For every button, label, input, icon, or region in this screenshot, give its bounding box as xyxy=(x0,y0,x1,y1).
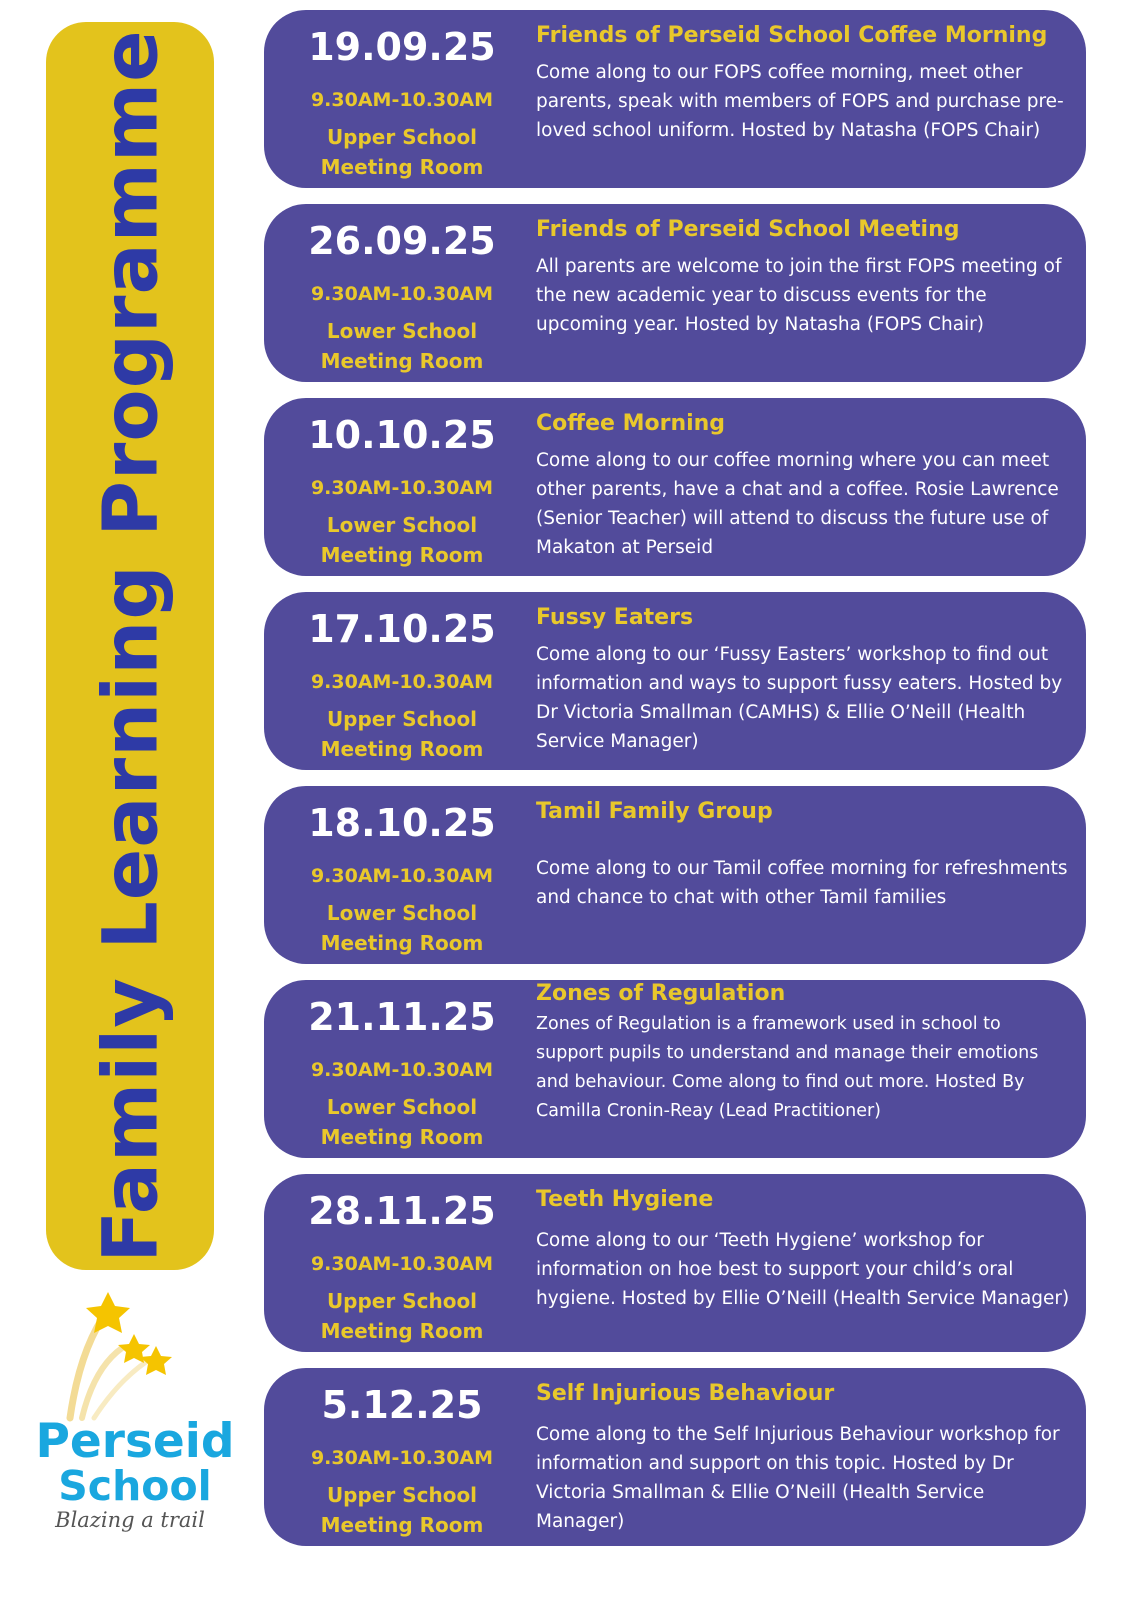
event-description: Come along to our Tamil coffee morning for refreshments and chance to chat with other Tamil families xyxy=(536,858,1068,908)
event-date: 17.10.25 xyxy=(308,607,496,651)
event-date: 28.11.25 xyxy=(308,1189,496,1233)
event-date: 21.11.25 xyxy=(308,995,496,1039)
event-card xyxy=(264,592,1086,770)
school-logo xyxy=(30,1288,240,1558)
logo-tagline: Blazing a trail xyxy=(55,1508,205,1532)
event-venue-line2: Meeting Room xyxy=(320,1319,484,1343)
event-venue-line2: Meeting Room xyxy=(320,543,484,567)
event-description: Come along to our coffee morning where you can meet other parents, have a chat and a coffee. Rosie Lawrence (Senior Teacher) will attend to discuss the future use of Makaton at Perseid xyxy=(536,450,1059,558)
event-time: 9.30AM-10.30AM xyxy=(310,283,494,305)
event-venue-line2: Meeting Room xyxy=(320,1125,484,1149)
event-venue xyxy=(264,122,540,182)
event-description: Come along to our ‘Teeth Hygiene’ workshop for information on hoe best to support your child’s oral hygiene. Hosted by Ellie O’Neill (Health Service Manager) xyxy=(536,1230,1070,1309)
event-time: 9.30AM-10.30AM xyxy=(310,1253,494,1275)
event-time: 9.30AM-10.30AM xyxy=(310,477,494,499)
event-description: Come along to the Self Injurious Behaviour workshop for information and support on this topic. Hosted by Dr Victoria Smallman & Ellie O’Neill (Health Service Manager) xyxy=(536,1424,1060,1532)
event-title: Fussy Eaters xyxy=(536,605,694,630)
event-card xyxy=(264,204,1086,382)
event-venue-line2: Meeting Room xyxy=(320,155,484,179)
event-date: 18.10.25 xyxy=(308,801,496,845)
event-title: Tamil Family Group xyxy=(536,799,773,824)
event-venue xyxy=(264,1480,540,1540)
event-time: 9.30AM-10.30AM xyxy=(310,89,494,111)
event-date: 19.09.25 xyxy=(308,25,496,69)
event-venue xyxy=(264,704,540,764)
page-title: Family Learning Programme xyxy=(85,29,175,1263)
event-description: All parents are welcome to join the first FOPS meeting of the new academic year to discuss events for the upcoming year. Hosted by Natasha (FOPS Chair) xyxy=(536,256,1062,335)
logo-name-line2: School xyxy=(58,1462,212,1510)
event-time: 9.30AM-10.30AM xyxy=(310,1059,494,1081)
event-date: 10.10.25 xyxy=(308,413,496,457)
event-title: Friends of Perseid School Meeting xyxy=(536,217,960,242)
event-card xyxy=(264,10,1086,188)
logo-name-line1: Perseid xyxy=(35,1414,235,1469)
event-card xyxy=(264,1174,1086,1352)
event-description: Come along to our FOPS coffee morning, meet other parents, speak with members of FOPS and purchase pre-loved school uniform. Hosted by Natasha (FOPS Chair) xyxy=(536,62,1064,141)
event-description: Come along to our ‘Fussy Easters’ workshop to find out information and ways to support fussy eaters. Hosted by Dr Victoria Smallman (CAMHS) & Ellie O’Neill (Health Service Manager) xyxy=(536,644,1063,752)
event-date: 26.09.25 xyxy=(308,219,496,263)
event-venue-line2: Meeting Room xyxy=(320,349,484,373)
event-venue-line1: Lower School xyxy=(326,513,478,537)
event-venue-line2: Meeting Room xyxy=(320,931,484,955)
event-title: Friends of Perseid School Coffee Morning xyxy=(536,23,1048,48)
event-venue xyxy=(264,1286,540,1346)
event-venue xyxy=(264,316,540,376)
event-card xyxy=(264,1368,1086,1546)
event-title: Zones of Regulation xyxy=(536,981,786,1006)
event-venue-line1: Lower School xyxy=(326,1095,478,1119)
event-venue xyxy=(264,510,540,570)
event-venue xyxy=(264,1092,540,1152)
event-description: Zones of Regulation is a framework used in school to support pupils to understand and manage their emotions and behaviour. Come along to find out more. Hosted By Camilla Cronin-Reay (Lead Practitioner) xyxy=(536,1014,1039,1121)
shooting-stars-icon xyxy=(30,1288,240,1428)
event-venue-line1: Lower School xyxy=(326,901,478,925)
event-time: 9.30AM-10.30AM xyxy=(310,671,494,693)
event-title: Teeth Hygiene xyxy=(536,1187,714,1212)
event-date: 5.12.25 xyxy=(321,1383,483,1427)
event-title: Self Injurious Behaviour xyxy=(536,1381,835,1406)
event-venue-line1: Upper School xyxy=(326,125,478,149)
event-title: Coffee Morning xyxy=(536,411,726,436)
side-banner xyxy=(46,22,214,1270)
event-card xyxy=(264,786,1086,964)
event-venue-line1: Upper School xyxy=(326,707,478,731)
event-venue-line1: Upper School xyxy=(326,1289,478,1313)
event-time: 9.30AM-10.30AM xyxy=(310,1447,494,1469)
event-card xyxy=(264,398,1086,576)
event-venue-line2: Meeting Room xyxy=(320,1513,484,1537)
event-venue-line1: Upper School xyxy=(326,1483,478,1507)
event-venue-line2: Meeting Room xyxy=(320,737,484,761)
event-venue xyxy=(264,898,540,958)
event-card xyxy=(264,980,1086,1158)
event-time: 9.30AM-10.30AM xyxy=(310,865,494,887)
event-venue-line1: Lower School xyxy=(326,319,478,343)
